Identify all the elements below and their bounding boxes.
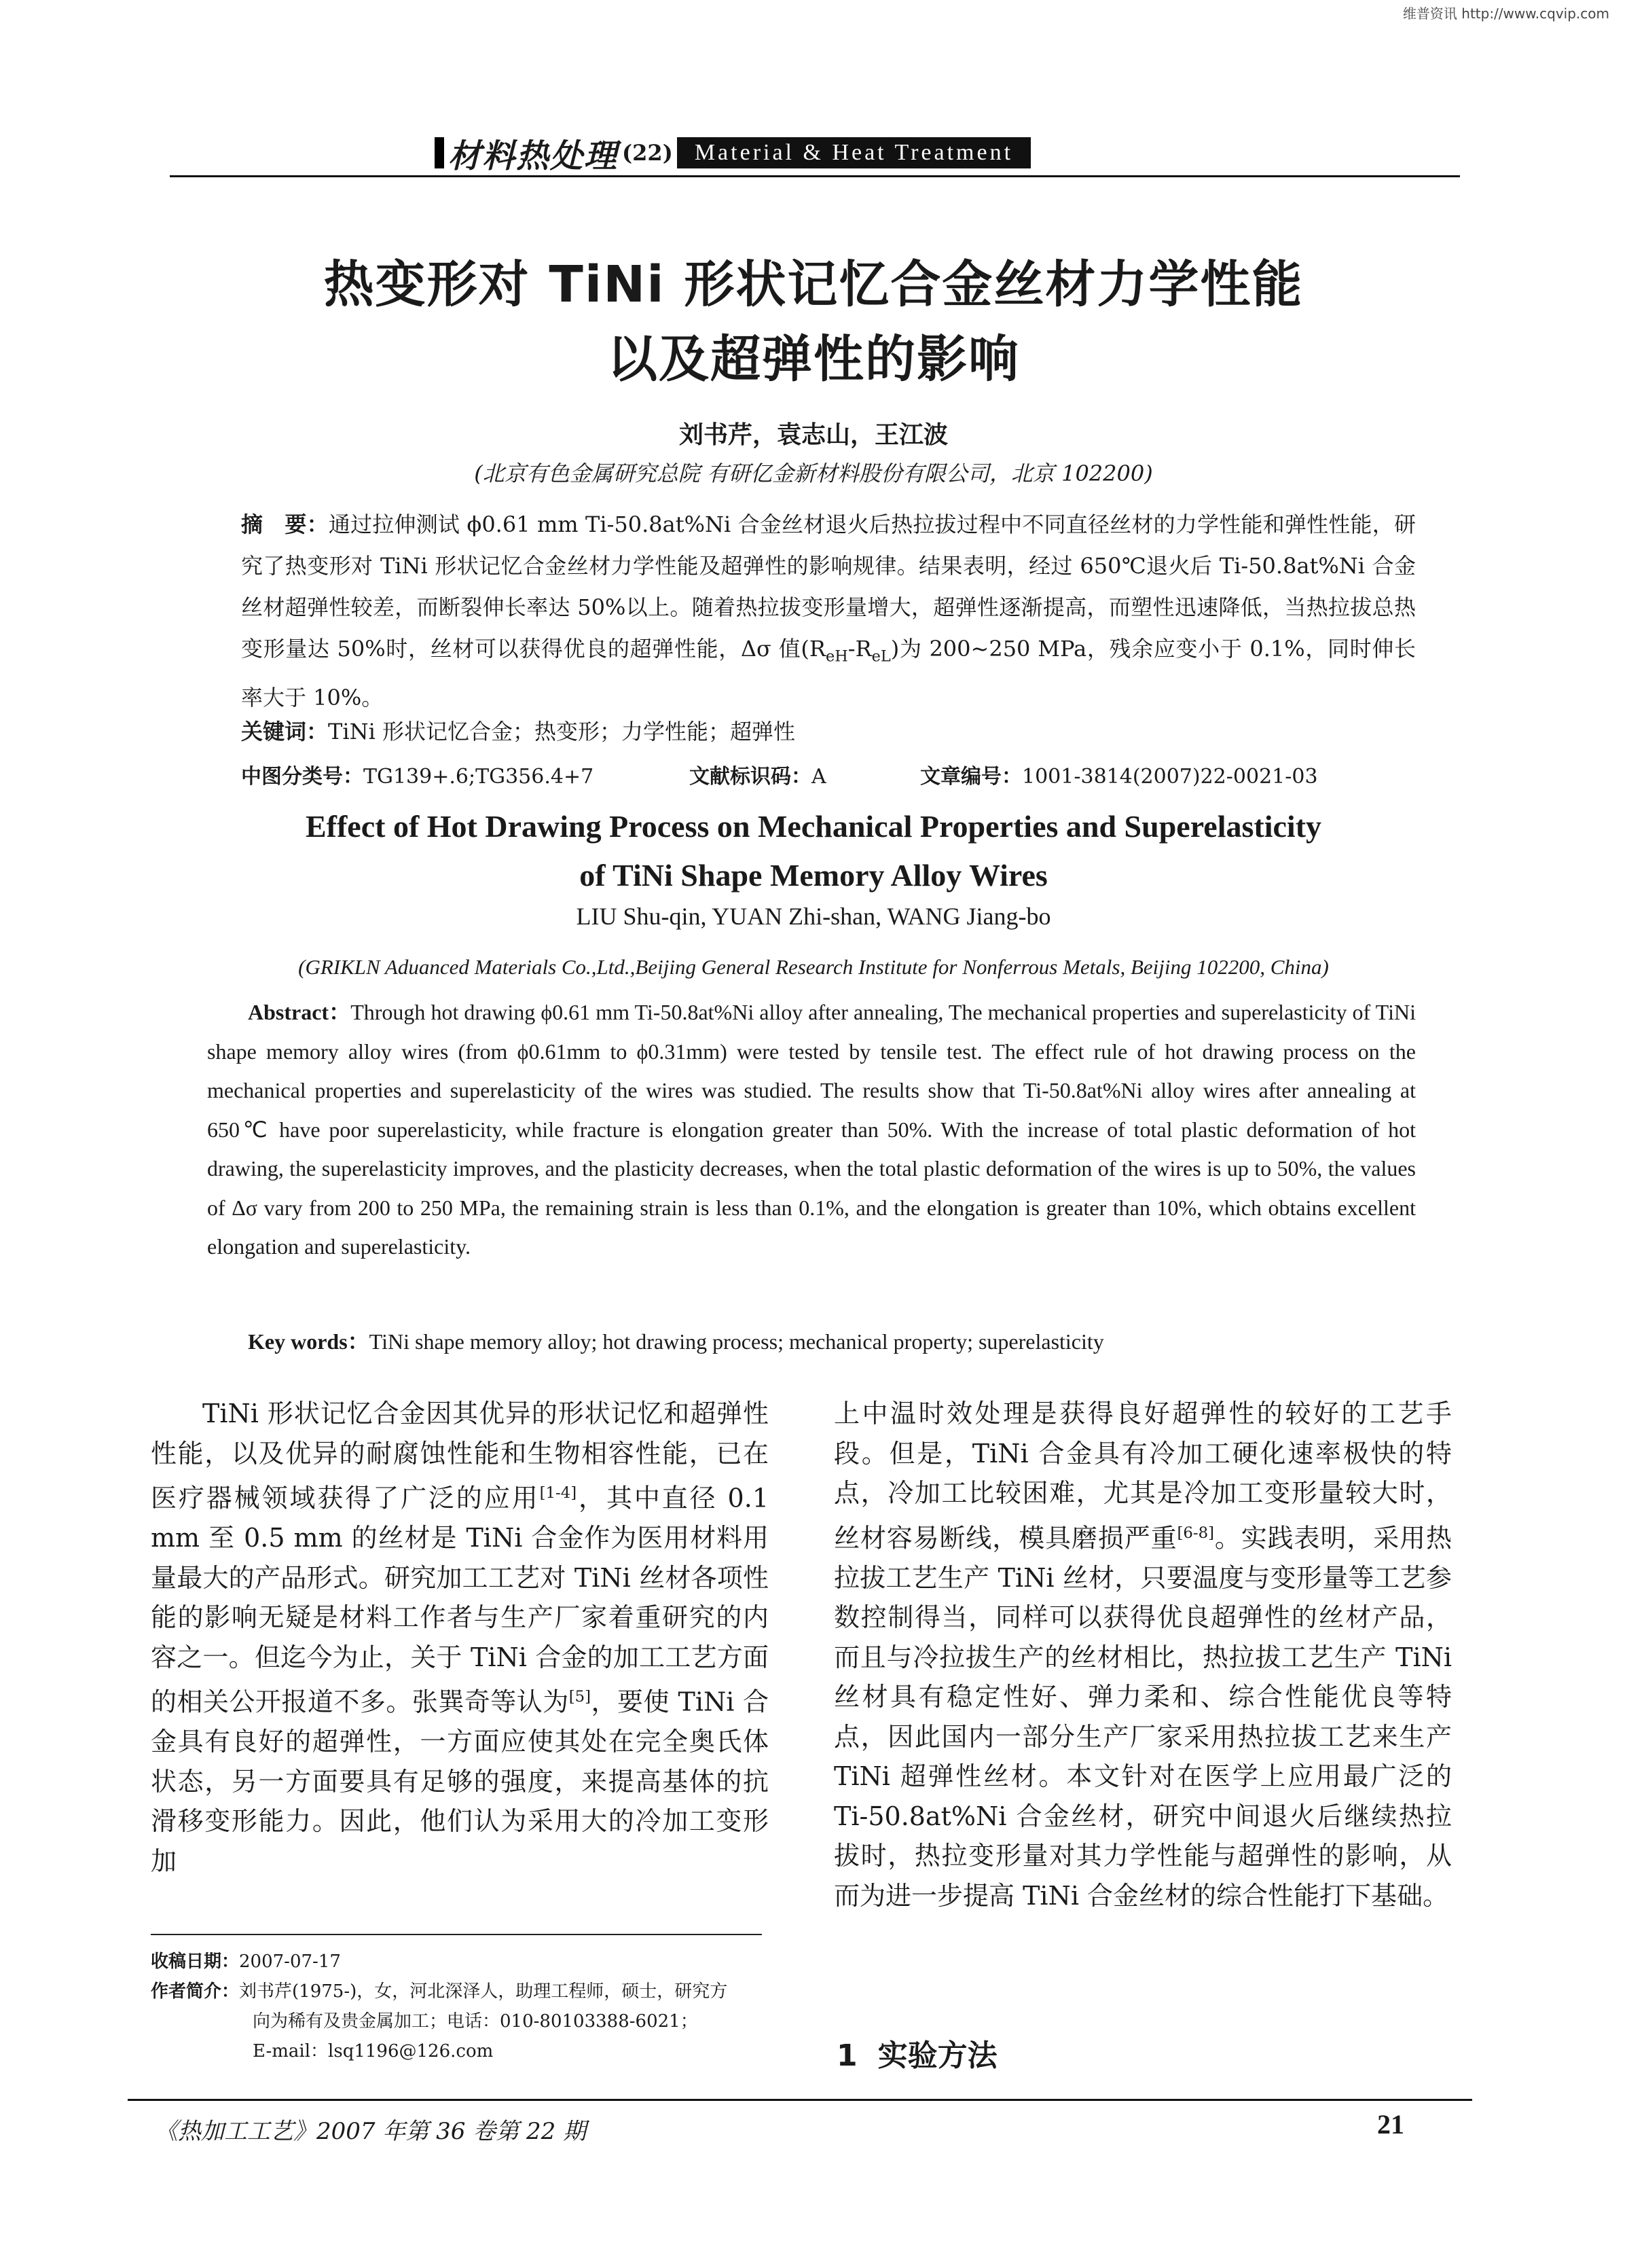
title-en-line1: Effect of Hot Drawing Process on Mechanical Properties and Superelasticity <box>305 809 1322 844</box>
footnote <box>151 1947 789 2066</box>
abstract-cn <box>241 504 1416 719</box>
footnote-rule <box>151 1934 762 1935</box>
title-cn-line1: 热变形对 TiNi 形状记忆合金丝材力学性能 <box>323 255 1304 314</box>
header-issue: (22) <box>622 140 673 166</box>
abstract-cn-text: 通过拉伸测试 ϕ0.61 mm Ti-50.8at%Ni 合金丝材退火后热拉拔过程中不同直径丝材的力学性能和弹性性能，研究了热变形对 TiNi 形状记忆合金丝材力学性能及超弹性的影响规律。结果表明，经过 650℃退火后 Ti-50.8at%Ni 合金丝材超弹性较差，而断裂伸长率达 50%以上。随着热拉拔变形量增大，超弹性逐渐提高，而塑性迅速降低，当热拉拔总热变形量达 50%时，丝材可以获得优良的超弹性能，Δσ 值$(R_{eH}-R_{eL})$为 200~250 MPa，残余应变小于 0.1%，同时伸长率大于 10%。 <box>241 511 1416 711</box>
title-cn-line2: 以及超弹性的影响 <box>607 330 1020 389</box>
section-heading <box>837 2031 998 2074</box>
header-journal-en: Material & Heat Treatment <box>677 137 1031 168</box>
header-mark <box>435 137 444 168</box>
keywords-en-text: TiNi shape memory alloy; hot drawing process; mechanical property; superelasticity <box>369 1329 1104 1354</box>
abstract-en-label: Abstract： <box>248 1000 351 1024</box>
footer-rule <box>128 2099 1472 2101</box>
section-title: 实验方法 <box>877 2038 998 2073</box>
keywords-cn-label: 关键词： <box>241 719 329 744</box>
abstract-cn-label: 摘 要： <box>241 511 329 537</box>
affiliation-en: (GRIKLN Aduanced Materials Co.,Ltd.,Beijing General Research Institute for Nonferrous Metals, Beijing 102200, China) <box>298 955 1329 979</box>
document-code: 文献标识码：A <box>689 765 826 789</box>
section-number: 1 <box>837 2038 858 2073</box>
journal-header <box>435 129 1031 177</box>
keywords-en-label: Key words： <box>248 1329 369 1354</box>
title-en-line2: of TiNi Shape Memory Alloy Wires <box>579 858 1048 893</box>
keywords-cn <box>241 715 795 746</box>
author-bio: 作者简介：刘书芹(1975-)，女，河北深泽人，助理工程师，硕士，研究方 <box>151 1981 728 2002</box>
affiliation-cn: (北京有色金属研究总院 有研亿金新材料股份有限公司，北京 102200) <box>474 461 1153 486</box>
body-paragraph-right: 上中温时效处理是获得良好超弹性的较好的工艺手段。但是，TiNi 合金具有冷加工硬化速率极快的特点，冷加工比较困难，尤其是冷加工变形量较大时，丝材容易断线，模具磨损严重[6-8]。实践表明，采用热拉拔工艺生产 TiNi 丝材，只要温度与变形量等工艺参数控制得当，同样可以获得优良超弹性的丝材产品，而且与冷拉拔生产的丝材相比，热拉拔工艺生产 TiNi 丝材具有稳定性好、弹力柔和、综合性能优良等特点，因此国内一部分生产厂家采用热拉拔工艺来生产 TiNi 超弹性丝材。本文针对在医学上应用最广泛的 Ti-50.8at%Ni 合金丝材，研究中间退火后继续热拉拔时，热拉变形量对其力学性能与超弹性的影响，从而为进一步提高 TiNi 合金丝材的综合性能打下基础。 <box>834 1399 1452 1911</box>
header-rule <box>170 175 1460 177</box>
keywords-cn-text: TiNi 形状记忆合金；热变形；力学性能；超弹性 <box>328 719 796 744</box>
authors-cn: 刘书芹，袁志山，王江波 <box>678 421 948 449</box>
body-paragraph-left: TiNi 形状记忆合金因其优异的形状记忆和超弹性性能，以及优异的耐腐蚀性能和生物相容性能，已在医疗器械领域获得了广泛的应用[1-4]，其中直径 0.1 mm 至 0.5 mm 的丝材是 TiNi 合金作为医用材料用量最大的产品形式。研究加工工艺对 TiNi 丝材各项性能的影响无疑是材料工作者与生产厂家着重研究的内容之一。但迄今为止，关于 TiNi 合金的加工工艺方面的相关公开报道不多。张巽奇等认为[5]，要使 TiNi 合金具有良好的超弹性，一方面应使其处在完全奥氏体状态，另一方面要具有足够的强度，来提高基体的抗滑移变形能力。因此，他们认为采用大的冷加工变形加 <box>151 1399 769 1876</box>
watermark-text: 维普资讯 http://www.cqvip.com <box>1402 5 1609 22</box>
received-date: 收稿日期：2007-07-17 <box>151 1951 341 1972</box>
authors-en: LIU Shu-qin, YUAN Zhi-shan, WANG Jiang-bo <box>576 903 1051 930</box>
page-number: 21 <box>1377 2109 1404 2140</box>
author-email: E-mail：lsq1196@126.com <box>253 2041 494 2062</box>
abstract-en <box>207 993 1416 1267</box>
clc-number: 中图分类号：TG139+.6;TG356.4+7 <box>241 765 594 789</box>
abstract-en-text: Through hot drawing ϕ0.61 mm Ti-50.8at%Ni alloy after annealing, The mechanical properties and superelasticity of TiNi shape memory alloy wires (from ϕ0.61mm to ϕ0.31mm) were tested by tensile test. The effect rule of hot drawing process on the mechanical properties and superelasticity of the wires was studied. The results show that Ti-50.8at%Ni alloy wires after annealing at 650℃ have poor superelasticity, while fracture is elongation greater than 50%. With the increase of total plastic deformation of hot drawing, the superelasticity improves, and the plasticity decreases, when the total plastic deformation of the wires is up to 50%, the values of Δσ vary from 200 to 250 MPa, the remaining strain is less than 0.1%, and the elongation is greater than 10%, which obtains excellent elongation and superelasticity. <box>207 1000 1416 1259</box>
body-column-right <box>834 1394 1452 1915</box>
header-journal-cn: 材料热处理 <box>448 137 619 175</box>
footer-journal: 《热加工工艺》2007 年第 36 卷第 22 期 <box>155 2118 587 2145</box>
author-bio-line2: 向为稀有及贵金属加工；电话：010-80103388-6021； <box>253 2011 698 2032</box>
keywords-en <box>248 1325 1104 1356</box>
body-column-left <box>151 1394 769 1881</box>
article-number: 文章编号：1001-3814(2007)22-0021-03 <box>920 765 1318 789</box>
